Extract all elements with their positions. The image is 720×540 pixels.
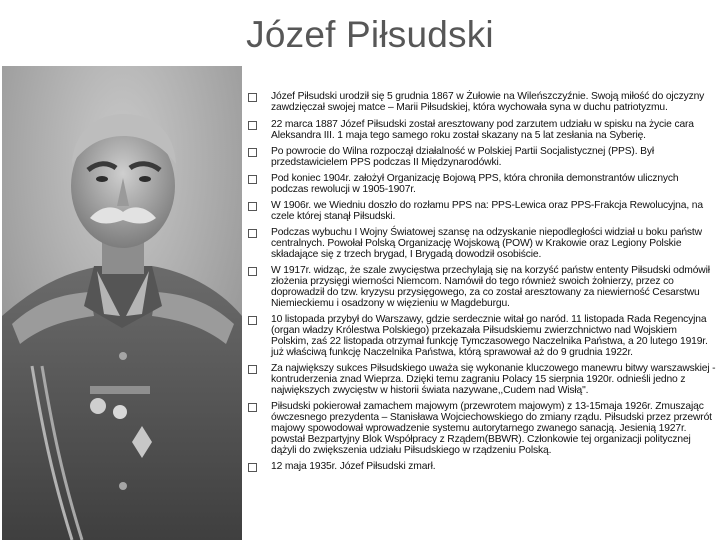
list-item-text: 10 listopada przybył do Warszawy, gdzie serdecznie witał go naród. 11 listopada Rada Regencyjna (organ władzy Królestwa Polskiego) przekazała Piłsudskiemu zwierzchnictwo nad Wojskiem Polskim, zaś 22 listopada otrzymał funkcję Tymczasowego Naczelnika Państwa, a 20 lutego 1919r. już właściwą funkcję Naczelnika Państwa, którą sprawował aż do 9 grudnia 1922r. xyxy=(271,314,708,358)
bullet-square-icon xyxy=(248,463,257,472)
slide-title: Józef Piłsudski xyxy=(246,14,494,55)
bullet-square-icon xyxy=(248,365,257,374)
portrait-photo xyxy=(2,66,242,540)
bullet-square-icon xyxy=(248,121,257,130)
list-item-text: Podczas wybuchu I Wojny Światowej szansę na odzyskanie niepodległości widział u boku państw centralnych. Powołał Polską Organizację Wojskową (POW) w Krakowie oraz Legiony Polskie składające się z trzech brygad, I Brygadą dowodził osobiście. xyxy=(271,227,702,260)
bullet-square-icon xyxy=(248,403,257,412)
bullet-list xyxy=(248,91,716,477)
list-item xyxy=(248,265,716,309)
list-item-text: Józef Piłsudski urodził się 5 grudnia 1867 w Żułowie na Wileńszczyźnie. Swoją miłość do ojczyzny zawdzięczał swojej matce – Marii Piłsudskiej, która wychowała syna w duchu patriotyzmu. xyxy=(271,91,705,113)
list-item-text: 12 maja 1935r. Józef Piłsudski zmarł. xyxy=(271,461,436,472)
bullet-square-icon xyxy=(248,229,257,238)
list-item-text: W 1906r. we Wiedniu doszło do rozłamu PPS na: PPS-Lewica oraz PPS-Frakcja Rewolucyjna, na czele której stanął Piłsudski. xyxy=(271,200,703,222)
bullet-square-icon xyxy=(248,175,257,184)
list-item xyxy=(248,363,716,396)
list-item xyxy=(248,173,716,195)
list-item xyxy=(248,146,716,168)
list-item xyxy=(248,91,716,113)
list-item-text: 22 marca 1887 Józef Piłsudski został aresztowany pod zarzutem udziału w spisku na życie cara Aleksandra III. 1 maja tego samego roku został skazany na 5 lat zesłania na Syberię. xyxy=(271,119,694,141)
list-item xyxy=(248,119,716,141)
list-item-text: Za największy sukces Piłsudskiego uważa się wykonanie kluczowego manewru bitwy warszawskiej - kontruderzenia znad Wieprza. Dzięki temu zagraniu Polacy 15 sierpnia 1920r. odnieśli jedno z największych zwycięstw w historii świata nazywane,,Cudem nad Wisłą". xyxy=(271,363,716,396)
list-item xyxy=(248,227,716,260)
bullet-square-icon xyxy=(248,316,257,325)
list-item-text: Piłsudski pokierował zamachem majowym (przewrotem majowym) z 13-15maja 1926r. Zmuszając ówczesnego prezydenta – Stanisława Wojciechowskiego do zmiany rządu. Piłsudski przez przewrót majowy spowodował wprowadzenie systemu autorytarnego zwanego sanacją. Jesienią 1927r. powstał Bezpartyjny Blok Współpracy z Rządem(BBWR). Członkowie tej organizacji politycznej dążyli do zwiększenia udziału Piłsudskiego w rządzeniu Polską. xyxy=(271,401,712,456)
list-item-text: Pod koniec 1904r. założył Organizację Bojową PPS, która chroniła demonstrantów ulicznych podczas rewolucji w 1905-1907r. xyxy=(271,173,679,195)
list-item xyxy=(248,200,716,222)
list-item xyxy=(248,401,716,456)
bullet-square-icon xyxy=(248,267,257,276)
list-item xyxy=(248,461,716,472)
list-item-text: W 1917r. widząc, że szale zwycięstwa przechylają się na korzyść państw ententy Piłsudski odmówił złożenia przysięgi wierności Niemcom. Namówił do tego również swoich żołnierzy, przez co doprowadził do tzw. kryzysu przysięgowego, za co został aresztowany za niewierność Cesarstwu Niemieckiemu i osadzony w więzieniu w Magdeburgu. xyxy=(271,265,710,309)
list-item-text: Po powrocie do Wilna rozpoczął działalność w Polskiej Partii Socjalistycznej (PPS). Był przedstawicielem PPS podczas II Międzynarodówki. xyxy=(271,146,654,168)
bullet-square-icon xyxy=(248,202,257,211)
bullet-square-icon xyxy=(248,148,257,157)
bullet-square-icon xyxy=(248,93,257,102)
list-item xyxy=(248,314,716,358)
